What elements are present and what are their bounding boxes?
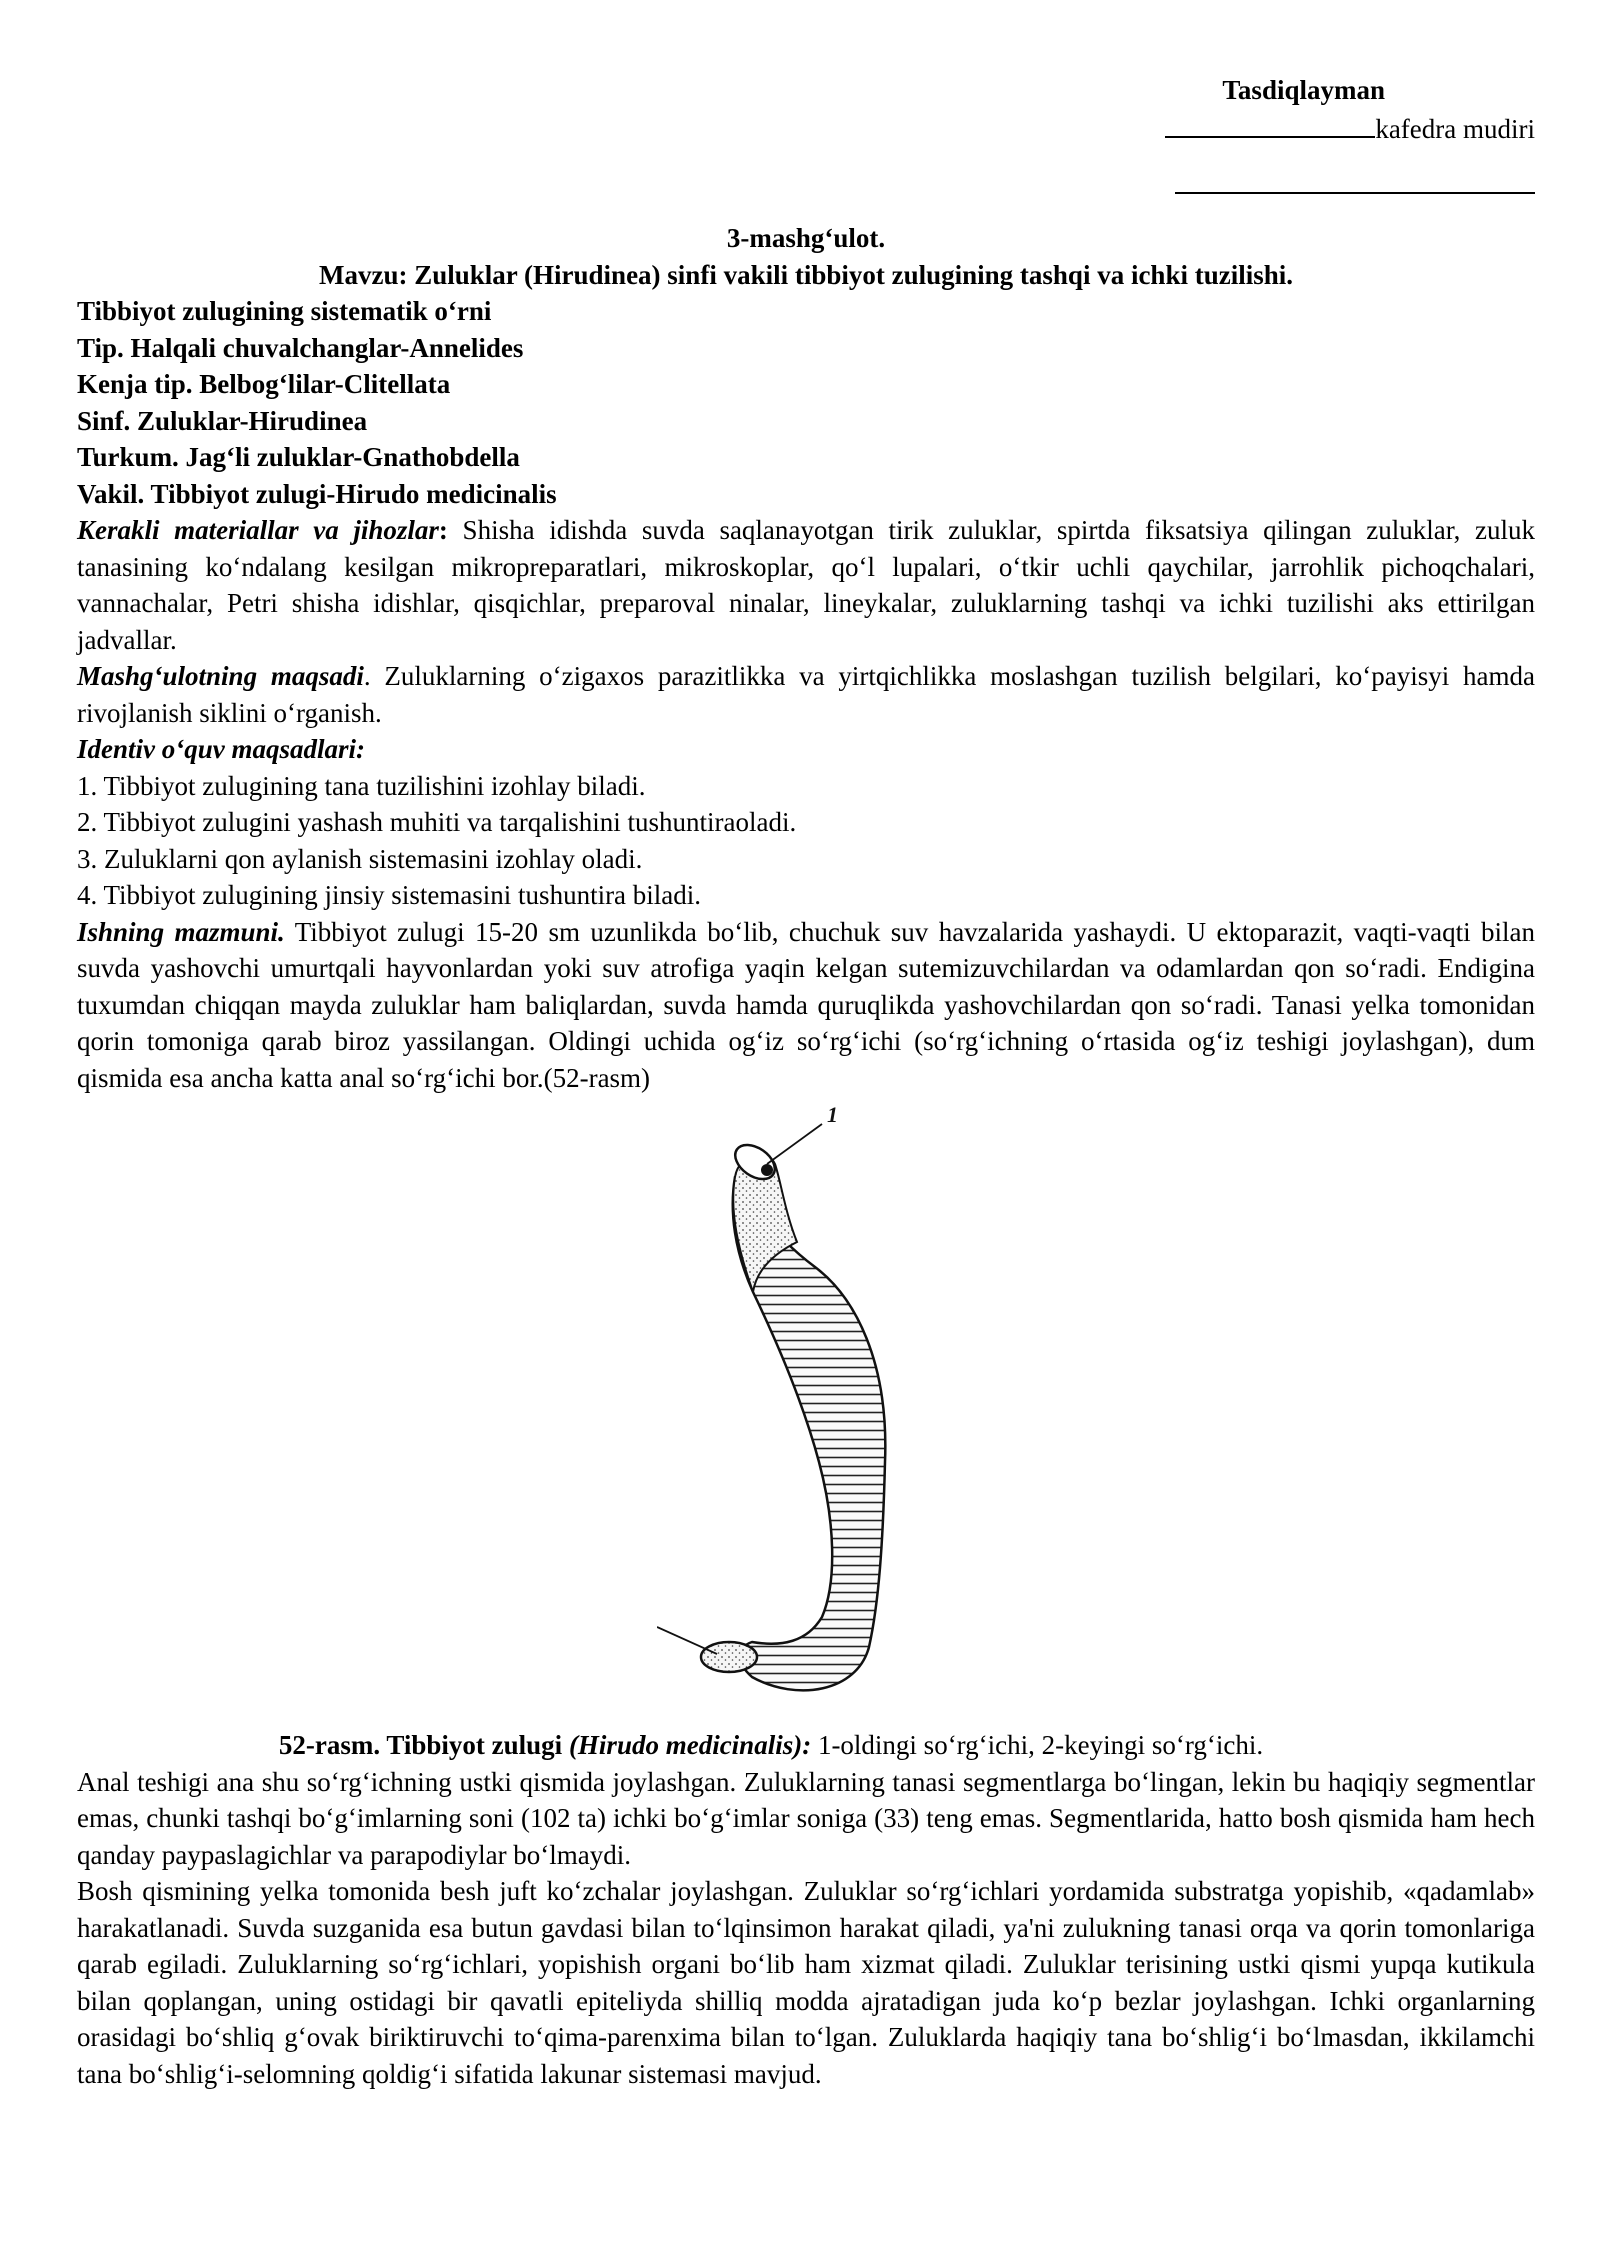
- systematics-line: Sinf. Zuluklar-Hirudinea: [77, 405, 368, 436]
- content-paragraph: [77, 914, 1535, 1097]
- materials-colon: :: [438, 515, 448, 545]
- goal-label: Mashg‘ulotning maqsadi: [77, 661, 364, 691]
- lesson-number: 3-mashg‘ulot.: [726, 223, 886, 253]
- caption-bold: 52-rasm. Tibbiyot zulugi: [278, 1730, 569, 1760]
- figure-label-1: 1: [827, 1102, 838, 1127]
- label-1-leader: [767, 1124, 822, 1164]
- lesson-topic: Mavzu: Zuluklar (Hirudinea) sinfi vakili tibbiyot zulugining tashqi va ichki tuzilishi.: [319, 259, 1293, 290]
- systematics-line: Kenja tip. Belbog‘lilar-Clitellata: [77, 369, 451, 399]
- body-paragraph: Anal teshigi ana shu so‘rg‘ichning ustki qismida joylashgan. Zuluklarning tanasi segmentlarga bo‘lingan, lekin bu haqiqiy segmentlar emas, chunki tashqi bo‘g‘imlarning soni (102 ta) ichki bo‘g‘imlar soniga (33) teng emas. Segmentlarida, hatto bosh qismida ham hech qanday paypaslagichlar va parapodiylar bo‘lmaydi.: [77, 1766, 1535, 1870]
- objective-item: 4. Tibbiyot zulugining jinsiy sistemasini tushuntira biladi.: [77, 880, 702, 910]
- systematics-line: Tip. Halqali chuvalchanglar-Annelides: [77, 332, 524, 363]
- content-label: Ishning mazmuni.: [77, 916, 285, 947]
- content-text: Tibbiyot zulugi 15-20 sm uzunlikda bo‘lib, chuchuk suv havzalarida yashaydi. U ektoparazit, vaqti-vaqti bilan suvda yashovchi umurtqali hayvonlardan yoki suv atrofiga yaqin kelgan sutemizuvchilardan va odamlardan qon so‘radi. Endigina tuxumdan chiqqan mayda zuluklar ham baliqlardan, suvda hamda quruqlikda yashovchilardan qon so‘radi. Tanasi yelka tomonidan qorin tomoniga qarab biroz yassilangan. Oldingi uchida og‘iz so‘rg‘ichi (so‘rg‘ichning o‘rtasida og‘iz teshigi joylashgan), dum qismida esa ancha katta anal so‘rg‘ichi bor.(52-rasm): [77, 916, 1536, 1093]
- mouth-opening: [761, 1164, 773, 1176]
- caption-species: (Hirudo medicinalis):: [568, 1730, 812, 1760]
- systematics-line: Vakil. Tibbiyot zulugi-Hirudo medicinalis: [77, 478, 557, 509]
- document-page: [77, 72, 1535, 2092]
- approval-block: [77, 72, 1535, 212]
- goal-paragraph: [77, 658, 1535, 731]
- rear-sucker: [701, 1642, 757, 1672]
- materials-paragraph: [77, 512, 1535, 658]
- caption-rest: 1-oldingi so‘rg‘ichi, 2-keyingi so‘rg‘ichi.: [811, 1730, 1264, 1760]
- materials-label: Kerakli materiallar va jihozlar: [77, 515, 439, 545]
- objectives-label: Identiv o‘quv maqsadlari:: [77, 734, 365, 764]
- objectives-list: [77, 768, 1535, 914]
- leech-illustration: [657, 1102, 977, 1722]
- objective-item: 3. Zuluklarni qon aylanish sistemasini izohlay oladi.: [77, 843, 643, 874]
- approval-name-blank: [1175, 192, 1535, 194]
- systematics-line: Turkum. Jag‘li zuluklar-Gnathobdella: [77, 442, 520, 472]
- objective-item: 1. Tibbiyot zulugining tana tuzilishini izohlay biladi.: [77, 770, 646, 801]
- leech-figure: [77, 1102, 1535, 1727]
- systematics-line: Tibbiyot zulugining sistematik o‘rni: [77, 296, 492, 326]
- materials-text: Shisha idishda suvda saqlanayotgan tirik zuluklar, spirtda fiksatsiya qilingan zuluklar, zuluk tanasining ko‘ndalang kesilgan mikropreparatlari, mikroskoplar, qo‘l lupalari, o‘tkir uchli qaychilar, jarrohlik pichoqchalari, vannachalar, Petri shisha idishlar, qisqichlar, preparoval ninalar, lineykalar, zuluklarning tashqi va ichki tuzilishi aks ettirilgan jadvallar.: [77, 515, 1535, 655]
- systematics-block: [77, 293, 1535, 512]
- figure-caption: [77, 1727, 1535, 1764]
- approval-title: Tasdiqlayman: [1222, 75, 1385, 105]
- approval-signature-line: [1165, 110, 1535, 148]
- label-2-leader: [657, 1627, 717, 1654]
- approval-role: kafedra mudiri: [1375, 114, 1535, 144]
- goal-text: . Zuluklarning o‘zigaxos parazitlikka va yirtqichlikka moslashgan tuzilish belgilari, ko‘payisyi hamda rivojlanish siklini o‘rganish.: [77, 661, 1535, 728]
- objective-item: 2. Tibbiyot zulugini yashash muhiti va tarqalishini tushuntiraoladi.: [77, 807, 797, 837]
- signature-blank: [1165, 110, 1375, 138]
- body-paragraph: Bosh qismining yelka tomonida besh juft ko‘zchalar joylashgan. Zuluklar so‘rg‘ichlari yordamida substratga yopishib, «qadamlab» harakatlanadi. Suvda suzganida esa butun gavdasi bilan to‘lqinsimon harakat qiladi, ya'ni zulukning tanasi orqa va qorin tomonlariga qarab egiladi. Zuluklarning so‘rg‘ichlari, yopishish organi bo‘lib ham xizmat qiladi. Zuluklar terisining ustki qismi yupqa kutikula bilan qoplangan, uning ostidagi bir qavatli epiteliyda shilliq modda ajratadigan juda ko‘p bezlar joylashgan. Ichki organlarning orasidagi bo‘shliq g‘ovak biriktiruvchi to‘qima-parenxima bilan to‘lgan. Zuluklarda haqiqiy tana bo‘shlig‘i bo‘lmasdan, ikkilamchi tana bo‘shlig‘i-selomning qoldig‘i sifatida lakunar sistemasi mavjud.: [77, 1876, 1535, 2089]
